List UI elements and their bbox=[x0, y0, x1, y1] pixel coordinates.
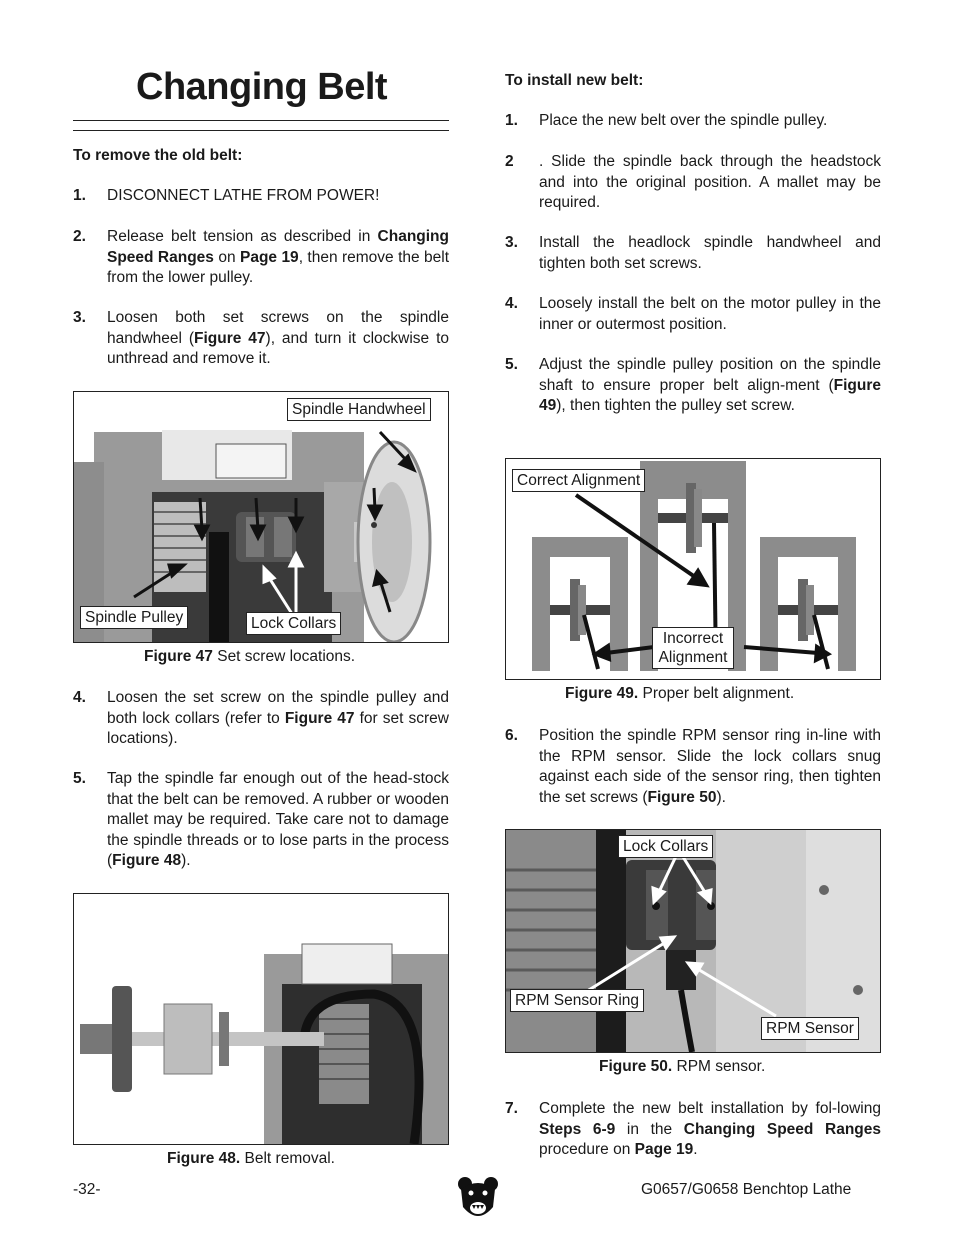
callout-spindle-handwheel: Spindle Handwheel bbox=[287, 398, 431, 421]
install-step-7: 7. Complete the new belt installation by fol-lowing Steps 6-9 in the Changing Speed Ranges procedure on Page 19. bbox=[505, 1100, 881, 1158]
page-number: -32- bbox=[73, 1181, 101, 1198]
belt-removal-photo bbox=[74, 894, 448, 1144]
callout-incorrect-alignment: Incorrect Alignment bbox=[652, 627, 734, 669]
install-step-5: 5. Adjust the spindle pulley position on the spindle shaft to ensure proper belt align-ment (Figure 49), then tighten the pulley set screw. bbox=[505, 356, 881, 414]
figure-48-photo bbox=[73, 893, 449, 1145]
callout-lock-collars-50: Lock Collars bbox=[618, 835, 713, 858]
remove-step-3: 3. Loosen both set screws on the spindle handwheel (Figure 47), and turn it clockwise to unthread and remove it. bbox=[73, 309, 449, 367]
callout-rpm-sensor-ring: RPM Sensor Ring bbox=[510, 989, 644, 1012]
figure-48-caption: Figure 48. Belt removal. bbox=[167, 1150, 335, 1167]
grizzly-bear-logo-icon bbox=[457, 1175, 499, 1223]
figure-47-caption: Figure 47 Set screw locations. bbox=[144, 648, 356, 665]
install-step-2-text: . Slide the spindle back through the headstock and into the original position. A mallet may be required. bbox=[539, 153, 881, 211]
remove-step-4: 4. Loosen the set screw on the spindle pulley and both lock collars (refer to Figure 47 for set screw locations). bbox=[73, 689, 449, 747]
install-step-4: 4. Loosely install the belt on the motor pulley in the inner or outermost position. bbox=[505, 295, 881, 333]
install-step-2: 2 . Slide the spindle back through the headstock and into the original position. A mallet may be required. bbox=[505, 153, 881, 211]
callout-rpm-sensor: RPM Sensor bbox=[761, 1017, 859, 1040]
figure-49-caption: Figure 49. Proper belt alignment. bbox=[565, 685, 795, 702]
install-step-6: 6. Position the spindle RPM sensor ring in-line with the RPM sensor. Slide the lock collars snug against each side of the sensor ring, then tighten the set screws (Figure 50). bbox=[505, 727, 881, 806]
install-heading: To install new belt: bbox=[505, 72, 644, 89]
callout-spindle-pulley: Spindle Pulley bbox=[80, 606, 188, 629]
figure-49-diagram bbox=[505, 458, 881, 680]
headstock-photo bbox=[74, 392, 448, 642]
callout-correct-alignment: Correct Alignment bbox=[512, 469, 645, 492]
remove-heading: To remove the old belt: bbox=[73, 147, 243, 164]
figure-47-photo bbox=[73, 391, 449, 643]
figure-50-photo bbox=[505, 829, 881, 1053]
callout-lock-collars: Lock Collars bbox=[246, 612, 341, 635]
figure-50-caption: Figure 50. RPM sensor. bbox=[599, 1058, 766, 1075]
remove-step-1: 1. DISCONNECT LATHE FROM POWER! bbox=[73, 187, 380, 204]
remove-step-5: 5. Tap the spindle far enough out of the head-stock that the belt can be removed. A rubber or wooden mallet may be required. Take care not to damage the spindle threads or to lose parts in the process (Figure 48). bbox=[73, 770, 449, 869]
remove-step-2: 2. Release belt tension as described in Changing Speed Ranges on Page 19, then remove the belt from the lower pulley. bbox=[73, 228, 450, 286]
title-rule-bottom bbox=[73, 130, 449, 131]
install-step-1: 1. Place the new belt over the spindle pulley. bbox=[505, 112, 828, 129]
page-title: Changing Belt bbox=[136, 66, 388, 108]
model-footer: G0657/G0658 Benchtop Lathe bbox=[641, 1181, 852, 1198]
title-rule-top bbox=[73, 120, 449, 121]
install-step-3: 3. Install the headlock spindle handwheel and tighten both set screws. bbox=[505, 234, 881, 272]
